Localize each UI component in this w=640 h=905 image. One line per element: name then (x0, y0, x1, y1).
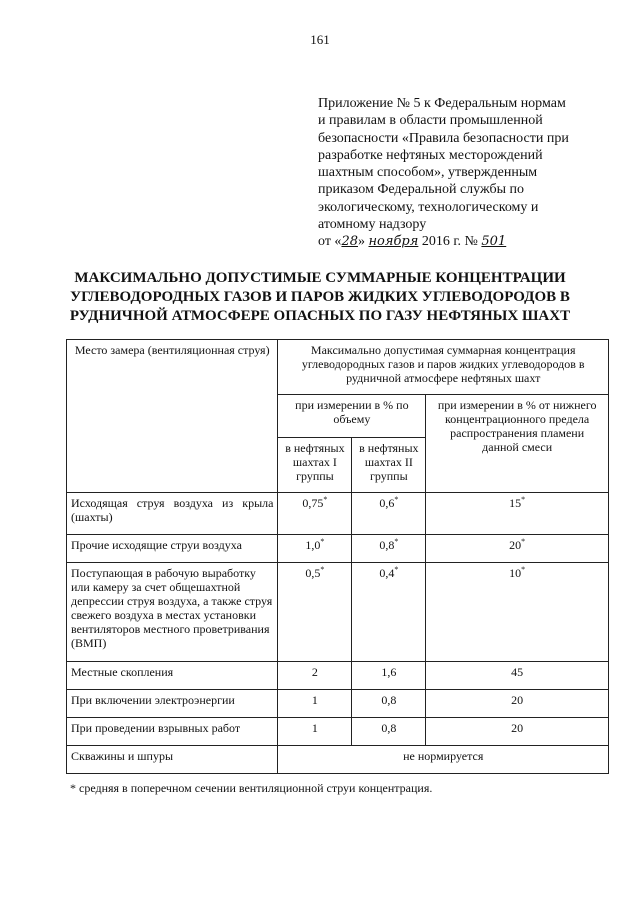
handwritten-day: 28 (341, 234, 358, 250)
cell-lower-limit: 45 (426, 662, 609, 690)
table-row (67, 746, 609, 774)
page-number: 161 (310, 32, 330, 47)
handwritten-order-number: 501 (481, 234, 507, 250)
cell-lower-limit: 10* (426, 563, 609, 662)
appendix-line: атомному надзору (318, 217, 427, 233)
date-mid: » (357, 234, 365, 250)
cell-group-1: 1 (278, 718, 352, 746)
cell-group-1: 1 (278, 690, 352, 718)
cell-lower-limit: 20 (426, 690, 609, 718)
cell-lower-limit: 15* (426, 493, 609, 535)
appendix-line: экологическому, технологическому и (318, 199, 539, 215)
cell-place: При проведении взрывных работ (67, 718, 278, 746)
title-line: УГЛЕВОДОРОДНЫХ ГАЗОВ И ПАРОВ ЖИДКИХ УГЛЕВОДОРОДОВ В (70, 289, 570, 305)
appendix-line: шахтным способом», утвержденным (318, 165, 538, 181)
cell-group-2: 0,8 (352, 718, 426, 746)
cell-group-2: 0,4* (352, 563, 426, 662)
cell-group-1: 0,5* (278, 563, 352, 662)
header-by-volume: при измерении в % по объему (278, 395, 426, 438)
appendix-line: приказом Федеральной службы по (318, 182, 524, 198)
header-place: Место замера (вентиляционная струя) (67, 340, 278, 493)
cell-group-2: 0,6* (352, 493, 426, 535)
table-row (67, 535, 609, 563)
header-by-lower-limit: при измерении в % от нижнего концентрационного предела распространения пламени данной смеси (426, 395, 609, 493)
table-row (67, 563, 609, 662)
table-row (67, 662, 609, 690)
date-prefix: от « (318, 234, 342, 250)
title-line: РУДНИЧНОЙ АТМОСФЕРЕ ОПАСНЫХ ПО ГАЗУ НЕФТЯНЫХ ШАХТ (69, 308, 571, 324)
cell-place: При включении электроэнергии (67, 690, 278, 718)
header-max-concentration: Максимально допустимая суммарная концентрация углеводородных газов и паров жидких углеводородов в рудничной атмосфере нефтяных шахт (278, 340, 609, 395)
header-group-2: в нефтяных шахтах II группы (352, 438, 426, 493)
cell-lower-limit: 20* (426, 535, 609, 563)
order-date-line (318, 233, 608, 250)
cell-place: Местные скопления (67, 662, 278, 690)
cell-place: Исходящая струя воздуха из крыла (шахты) (67, 493, 278, 535)
appendix-line: Приложение № 5 к Федеральным нормам (318, 96, 566, 111)
cell-group-1: 1,0* (278, 535, 352, 563)
cell-group-2: 0,8 (352, 690, 426, 718)
cell-group-2: 0,8* (352, 535, 426, 563)
handwritten-month: ноября (368, 234, 419, 250)
table-row (67, 493, 609, 535)
cell-group-1: 0,75* (278, 493, 352, 535)
table-row (67, 718, 609, 746)
concentration-table (66, 339, 609, 774)
cell-lower-limit: 20 (426, 718, 609, 746)
appendix-line: разработке нефтяных месторождений (318, 147, 543, 163)
header-group-1: в нефтяных шахтах I группы (278, 438, 352, 493)
appendix-line: безопасности «Правила безопасности при (318, 130, 569, 146)
date-year: 2016 г. № (421, 234, 478, 250)
cell-place: Поступающая в рабочую выработку или камеру за счет общешахтной депрессии струя воздуха, а также струя свежего воздуха в местах установки вентиляторов местного проветривания (ВМП) (67, 563, 278, 662)
cell-group-2: 1,6 (352, 662, 426, 690)
appendix-reference (318, 95, 608, 251)
title-line: МАКСИМАЛЬНО ДОПУСТИМЫЕ СУММАРНЫЕ КОНЦЕНТРАЦИИ (74, 270, 566, 286)
appendix-line: и правилам в области промышленной (318, 113, 543, 129)
document-title (50, 269, 590, 326)
cell-not-normed: не нормируется (278, 746, 609, 774)
table-row (67, 690, 609, 718)
table-header-row (67, 340, 609, 395)
footnote: * средняя в поперечном сечении вентиляционной струи концентрация. (70, 781, 433, 795)
cell-group-1: 2 (278, 662, 352, 690)
cell-place: Скважины и шпуры (67, 746, 278, 774)
cell-place: Прочие исходящие струи воздуха (67, 535, 278, 563)
